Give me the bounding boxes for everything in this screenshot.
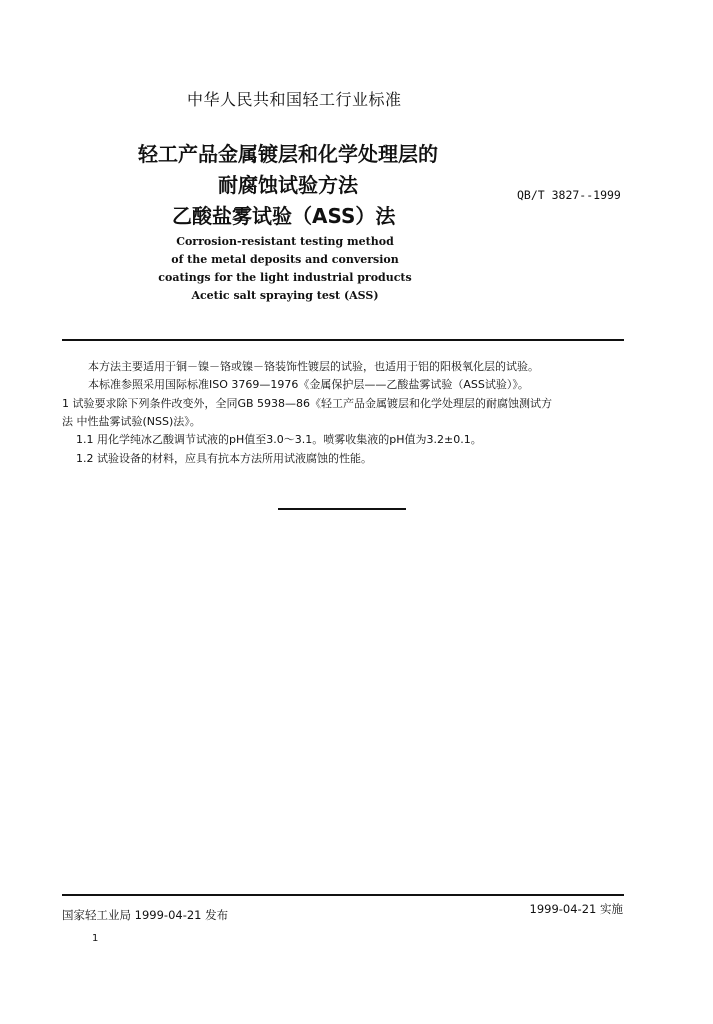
- reference-paragraph: 本标准参照采用国际标准ISO 3769—1976《金属保护层——乙酸盐雾试验（ASS试验）》。: [88, 378, 529, 391]
- end-of-text-rule: [278, 508, 406, 510]
- english-title-line-4: Acetic salt spraying test (ASS): [191, 289, 379, 302]
- page-number: 1: [92, 933, 99, 944]
- footer-divider: [62, 894, 624, 896]
- clause-1-line-1: 1 试验要求除下列条件改变外，全同GB 5938—86《轻工产品金属镀层和化学处理层的耐腐蚀测试方: [62, 397, 553, 410]
- title-line-1: 轻工产品金属镀层和化学处理层的: [138, 142, 438, 166]
- standard-category-header: 中华人民共和国轻工行业标准: [187, 90, 402, 109]
- scope-paragraph: 本方法主要适用于铜－镍－铬或镍－铬装饰性镀层的试验，也适用于铝的阳极氧化层的试验。: [88, 360, 539, 373]
- clause-1-2: 1.2 试验设备的材料，应具有抗本方法所用试液腐蚀的性能。: [76, 452, 372, 465]
- issue-info: 国家轻工业局 1999-04-21 发布: [62, 908, 229, 922]
- clause-1-1: 1.1 用化学纯冰乙酸调节试液的pH值至3.0～3.1。喷雾收集液的pH值为3.2±0.1。: [76, 433, 482, 446]
- english-title-line-1: Corrosion-resistant testing method: [176, 235, 394, 248]
- clause-1-line-2: 法 中性盐雾试验(NSS)法》。: [62, 415, 201, 428]
- standard-number: QB/T 3827--1999: [517, 188, 621, 202]
- implementation-date: 1999-04-21 实施: [529, 902, 623, 916]
- english-title-line-3: coatings for the light industrial products: [158, 271, 412, 284]
- title-line-3: 乙酸盐雾试验（ASS）法: [172, 204, 396, 228]
- header-divider: [62, 339, 624, 341]
- english-title-line-2: of the metal deposits and conversion: [171, 253, 399, 266]
- title-line-2: 耐腐蚀试验方法: [218, 173, 358, 197]
